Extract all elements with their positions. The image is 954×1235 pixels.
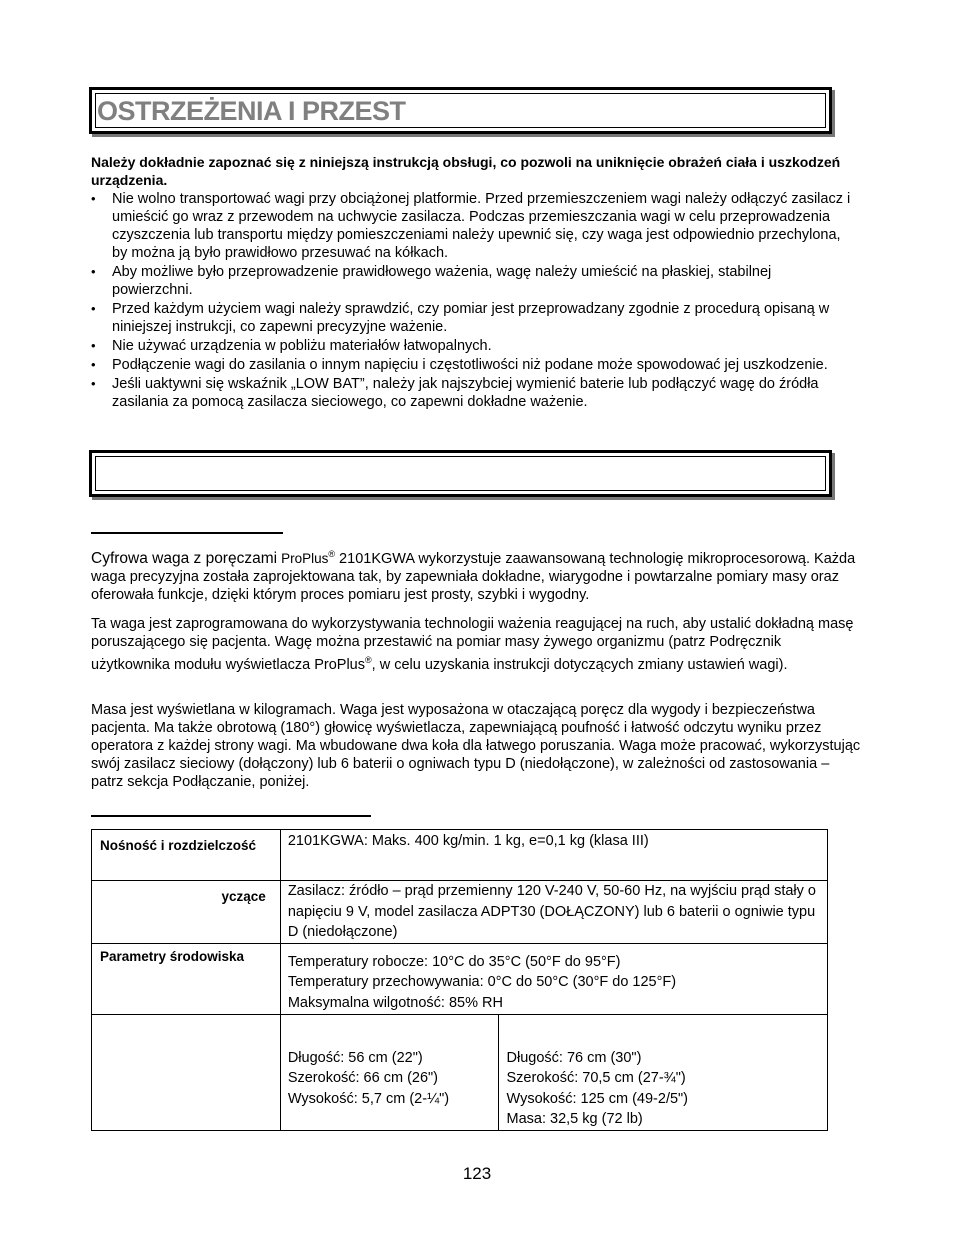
list-item: • Jeśli uaktywni się wskaźnik „LOW BAT”, należy jak najszybciej wymienić baterie lub podłączyć wagę do źródła zasilania za pomocą zasilacza sieciowego, co zapewni dokładne ważenie.	[91, 375, 851, 411]
section-rule	[91, 532, 283, 534]
section-rule	[91, 815, 371, 817]
warnings-heading: OSTRZEŻENIA I PRZEST	[97, 96, 406, 126]
environment-line: Temperatury przechowywania: 0°C do 50°C (30°F do 125°F)	[287, 974, 677, 990]
power-label: yczące	[221, 889, 266, 904]
specifications-table	[91, 829, 828, 1131]
description-paragraph-2: Ta waga jest zaprogramowana do wykorzystywania technologii ważenia reagującej na ruch, aby ustalić dokładną masę poruszającego się pacjenta. Wagę można przestawić na pomiar masy żywego organizmu (patrz Podręcznik użytkownika modułu wyświetlacza ProPlus®, w celu uzyskania instrukcji dotyczących zmiany ustawień wagi).	[91, 616, 854, 673]
dimension-line: Szerokość: 70,5 cm (27-¾")	[506, 1070, 686, 1086]
warnings-list	[91, 190, 851, 412]
power-value: Zasilacz: źródło – prąd przemienny 120 V-240 V, 50-60 Hz, na wyjściu prąd stały o napięciu 9 V, model zasilacza ADPT30 (DOŁĄCZONY) lub 6 baterii o ogniwie typu D (niedołączone)	[287, 883, 816, 940]
description-paragraph-1: Cyfrowa waga z poręczami ProPlus® 2101KGWA wykorzystuje zaawansowaną technologię mikroprocesorową. Każda waga precyzyjna została zaprojektowana tak, by zapewniała dokładne, wiarygodne i powtarzalne pomiary masy oraz oferowała funkcje, dzięki którym proces pomiaru jest prosty, szybki i wygodny.	[91, 549, 856, 603]
environment-line: Temperatury robocze: 10°C do 35°C (50°F do 95°F)	[287, 953, 621, 970]
list-item: • Podłączenie wagi do zasilania o innym napięciu i częstotliwości niż podane może spowodować jej uszkodzenie.	[91, 356, 851, 374]
environment-label: Parametry środowiska	[100, 948, 245, 964]
table-row	[92, 881, 828, 944]
list-item: • Aby możliwe było przeprowadzenie prawidłowego ważenia, wagę należy umieścić na płaskiej, stabilnej powierzchni.	[91, 263, 851, 299]
page-number: 123	[462, 1164, 492, 1183]
dimension-line: Masa: 32,5 kg (72 lb)	[506, 1111, 643, 1127]
list-item: • Przed każdym użyciem wagi należy sprawdzić, czy pomiar jest przeprowadzany zgodnie z procedurą opisaną w niniejszej instrukcji, co zapewni precyzyjne ważenie.	[91, 300, 851, 336]
warnings-heading-box	[89, 87, 832, 134]
table-row	[92, 943, 828, 1014]
capacity-value: 2101KGWA: Maks. 400 kg/min. 1 kg, e=0,1 kg (klasa III)	[287, 833, 649, 849]
list-item: • Nie wolno transportować wagi przy obciążonej platformie. Przed przemieszczeniem wagi należy odłączyć zasilacz i umieścić go wraz z przewodem na uchwycie zasilacza. Podczas przemieszczania wagi w celu przeprowadzenia czyszczenia lub transportu między pomieszczeniami należy upewnić się, czy waga jest odpowiednio przechylona, by można ją było prawidłowo przesuwać na kółkach.	[91, 190, 851, 262]
dimension-line: Szerokość: 66 cm (26")	[287, 1070, 439, 1086]
environment-line: Maksymalna wilgotność: 85% RH	[287, 994, 503, 1011]
dimension-line: Długość: 56 cm (22")	[287, 1049, 423, 1066]
dimension-line: Wysokość: 5,7 cm (2-¼")	[287, 1090, 450, 1107]
table-row	[92, 830, 828, 881]
dimension-line: Wysokość: 125 cm (49-2/5")	[506, 1090, 689, 1107]
table-row	[92, 1014, 828, 1130]
dimension-line: Długość: 76 cm (30")	[506, 1049, 642, 1066]
warnings-intro: Należy dokładnie zapoznać się z niniejszą instrukcją obsługi, co pozwoli na uniknięcie obrażeń ciała i uszkodzeń urządzenia.	[91, 154, 841, 188]
list-item: • Nie używać urządzenia w pobliżu materiałów łatwopalnych.	[91, 337, 851, 355]
description-paragraph-3: Masa jest wyświetlana w kilogramach. Waga jest wyposażona w otaczającą poręcz dla wygody i bezpieczeństwa pacjenta. Ma także obrotową (180°) głowicę wyświetlacza, zapewniającą poufność i łatwość odczytu wyniku przez operatora z każdej strony wagi. Ma wbudowane dwa koła dla łatwego poruszania. Waga może pracować, wykorzystując swój zasilacz sieciowy (dołączony) lub 6 baterii o ogniwach typu D (niedołączone), w zależności od zastosowania – patrz sekcja Podłączanie, poniżej.	[91, 702, 861, 790]
capacity-label: Nośność i rozdzielczość	[100, 838, 257, 853]
empty-heading-box	[89, 450, 832, 497]
